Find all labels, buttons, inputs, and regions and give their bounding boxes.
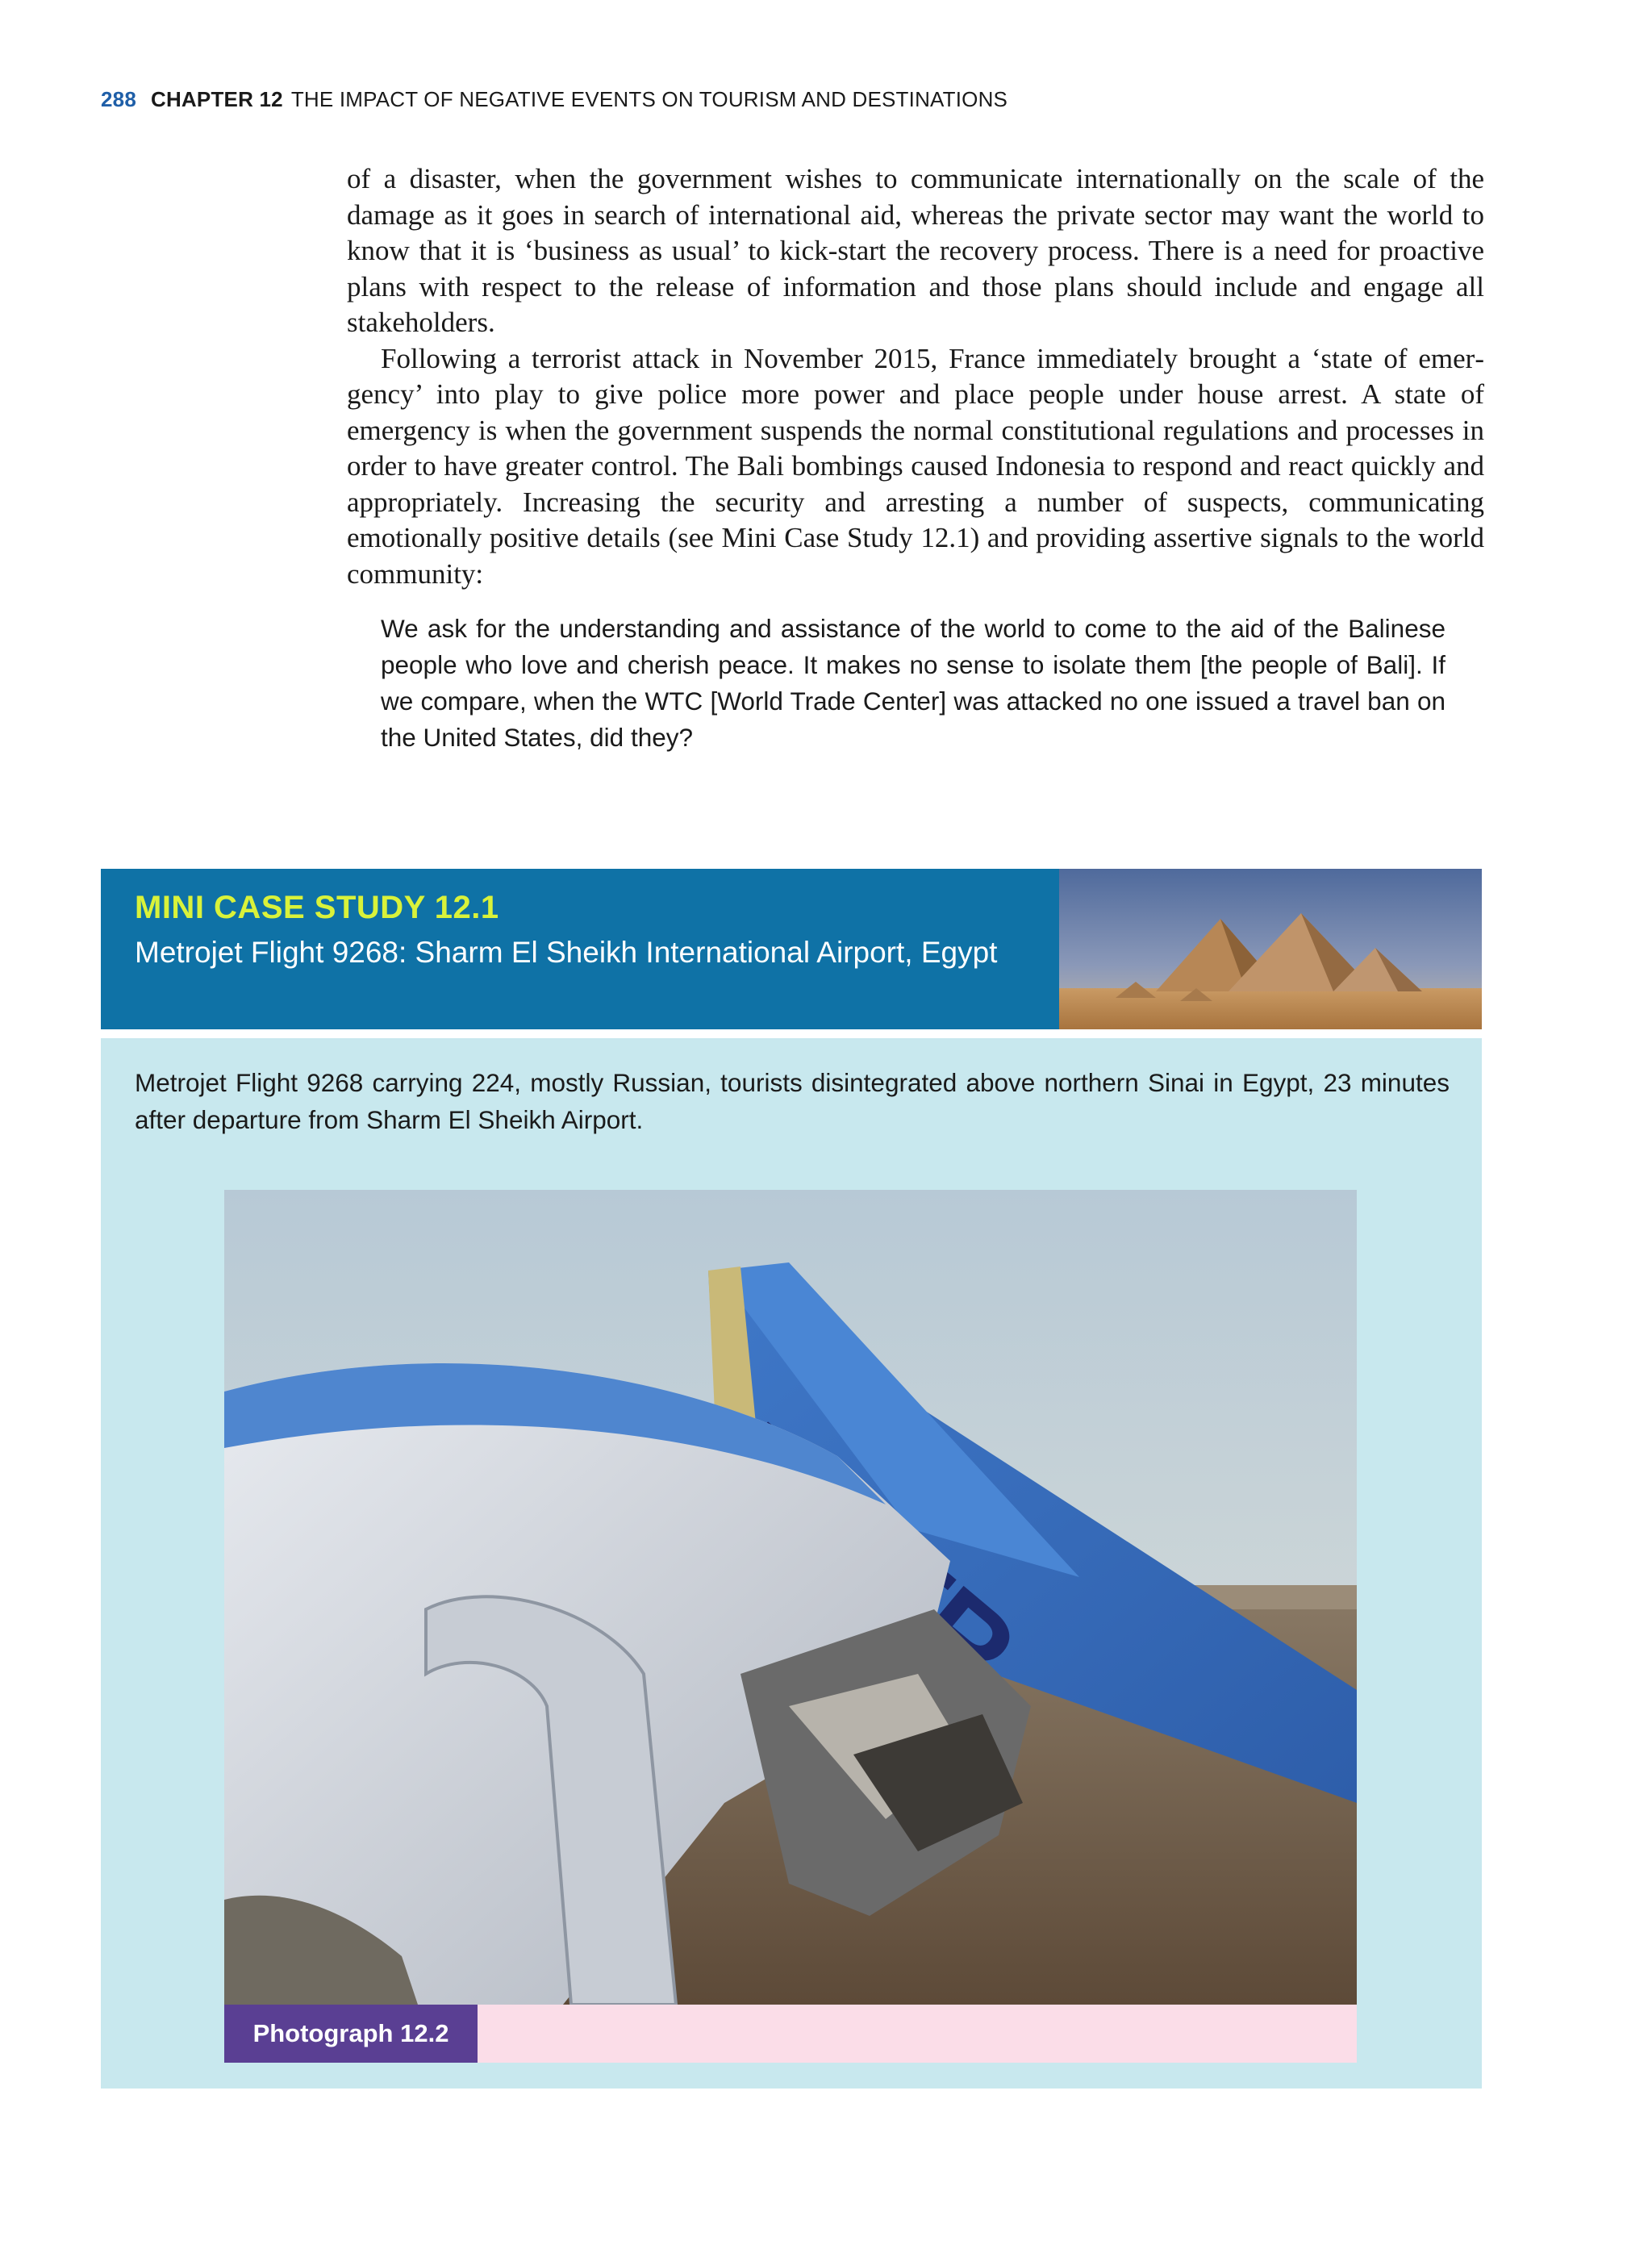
case-study-title: Metrojet Flight 9268: Sharm El Sheikh International Airport, Egypt [135, 936, 998, 969]
block-quote: We ask for the understanding and assistance of the world to come to the aid of the Balinese people who love and cherish peace. It makes no sense to isolate them [the people of Bali]. If we compare, when the WTC [World Trade Center] was attacked no one issued a travel ban on the United States, did they? [381, 614, 1446, 752]
body-text [347, 161, 1484, 592]
chapter-label: CHAPTER 12 [150, 87, 283, 111]
page-number: 288 [101, 87, 136, 111]
paragraph: of a disaster, when the government wishes to communicate internationally on the scale of the damage as it goes in search of international aid, whereas the private sector may want the world to know that it is ‘business as usual’ to kick-start the recovery process. There is a need for proactive plans with respect to the release of information and those plans should include and engage all stakeholders. [347, 163, 1484, 338]
photo-caption-label: Photograph 12.2 [224, 2005, 478, 2063]
case-study-intro: Metrojet Flight 9268 carrying 224, mostly Russian, tourists disintegrated above northern Sinai in Egypt, 23 minutes after departure from Sharm El Sheikh Airport. [135, 1068, 1450, 1134]
running-head [101, 87, 1007, 112]
chapter-title: THE IMPACT OF NEGATIVE EVENTS ON TOURISM AND DESTINATIONS [290, 87, 1008, 111]
case-study-body [101, 1038, 1482, 2089]
case-study-label: MINI CASE STUDY 12.1 [135, 890, 499, 925]
pyramids-thumbnail-image [1059, 869, 1482, 1029]
photo-caption-bar [224, 2005, 1357, 2063]
case-study-header [101, 869, 1059, 1029]
paragraph: Following a terrorist attack in November 2015, France immediately brought a ‘state of emergency’ into play to give police more power and place people under house arrest. A state of emergency is when the government suspends the normal constitutional regulations and processes in order to have greater control. The Bali bombings caused Indonesia to respond and react quickly and appropriately. Increasing the security and arresting a number of suspects, communicating emotionally positive details (see Mini Case Study 12.1) and providing assertive signals to the world community: [347, 342, 1484, 590]
plane-wreckage-photo [224, 1190, 1357, 2005]
